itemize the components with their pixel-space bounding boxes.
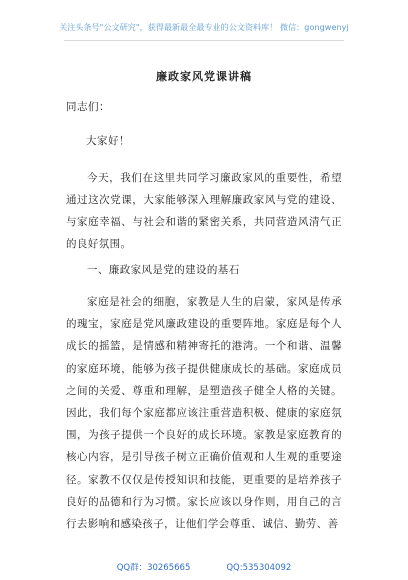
header-divider xyxy=(64,40,344,41)
footer-qq-contact: QQ:535304092 xyxy=(226,563,292,573)
body-paragraph: 家庭是社会的细胞，家教是人生的启蒙，家风是传承的瑰宝，家庭是党风廉政建设的重要阵地。家庭是每个人成长的摇篮，是情感和精神寄托的港湾。一个和谐、温馨的家庭环境，能够为孩子提供健康成长的基础。家庭成员之间的关爱、尊重和理解，是塑造孩子健全人格的关键。因此，我们每个家庭都应该注重营造积极、健康的家庭氛围，为孩子提供一个良好的成长环境。家教是家庭教育的核心内容，是引导孩子树立正确价值观和人生观的重要途径。家教不仅仅是传授知识和技能，更重要的是培养孩子良好的品德和行为习惯。家长应该以身作则，用自己的言行去影响和感染孩子，让他们学会尊重、诚信、勤劳、善 xyxy=(66,296,342,531)
header-banner: 关注头条号"公文研究"，获得最新最全最专业的公文资料库！ 微信：gongwenyj xyxy=(59,23,349,32)
salutation: 同志们： xyxy=(66,101,110,113)
intro-paragraph: 今天，我们在这里共同学习廉政家风的重要性，希望通过这次党课，大家能够深入理解廉政家风与党的建设、与家庭幸福、与社会和谐的紧密关系，共同营造风清气正的良好氛围。 xyxy=(66,172,342,250)
section-heading: 一、廉政家风是党的建设的基石 xyxy=(87,264,240,276)
footer-qq-group: QQ群：30265665 xyxy=(116,563,191,573)
document-title: 廉政家风党课讲稿 xyxy=(156,70,252,83)
footer-contacts xyxy=(0,561,408,573)
greeting: 大家好！ xyxy=(86,135,130,147)
